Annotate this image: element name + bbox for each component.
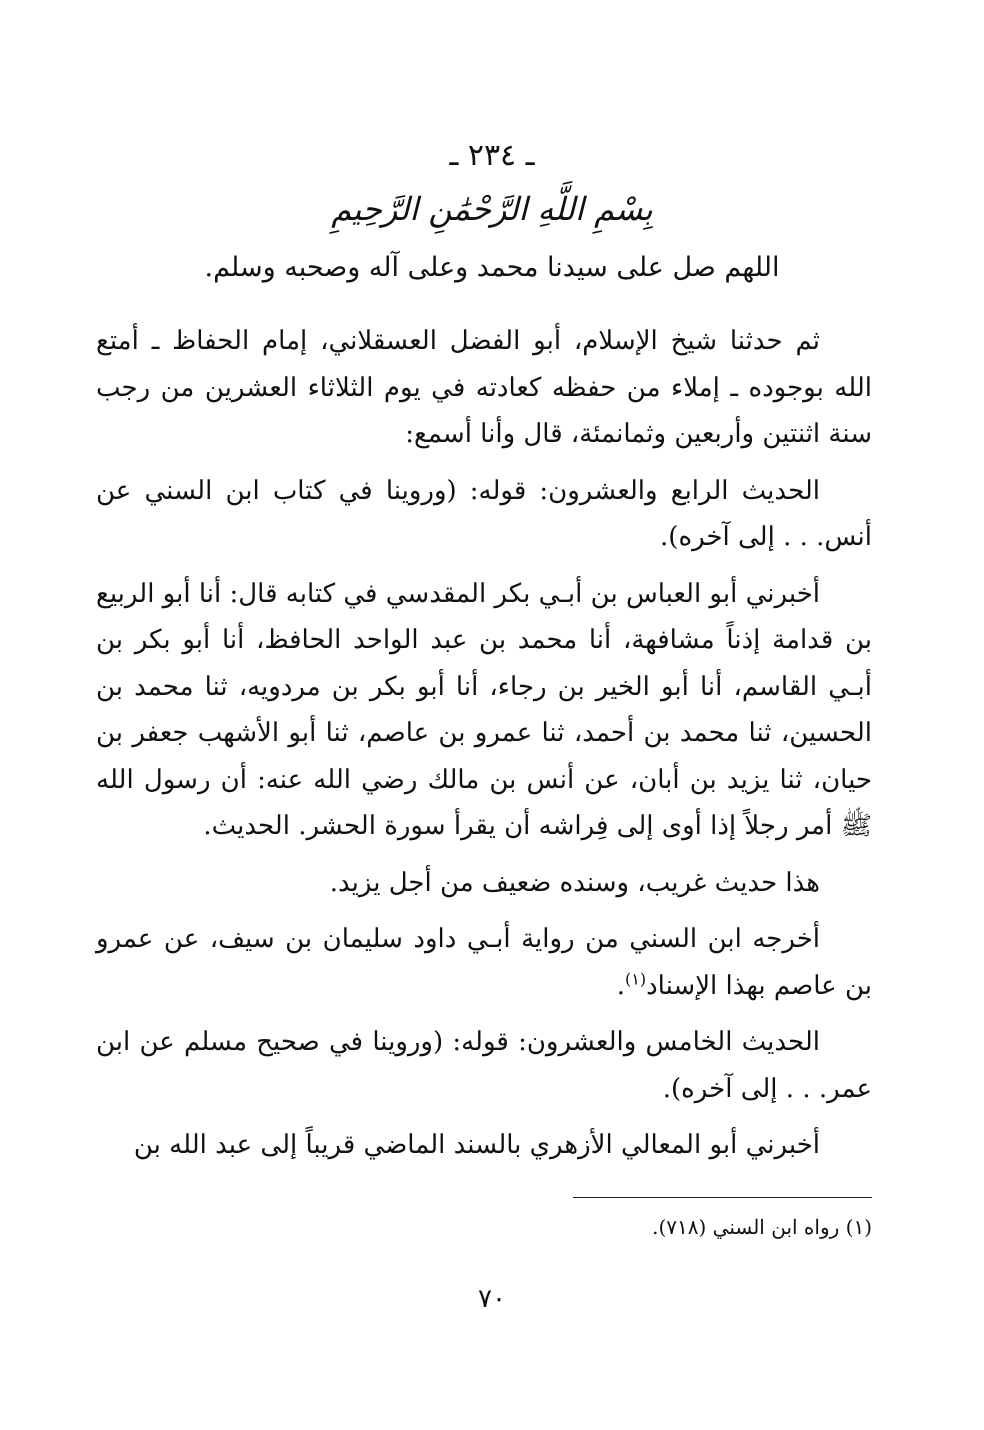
basmala: بِسْمِ اللَّهِ الرَّحْمَٰنِ الرَّحِيمِ bbox=[331, 190, 653, 228]
salawat-line: اللهم صل على سيدنا محمد وعلى آله وصحبه وسلم. bbox=[204, 252, 780, 283]
footnote: (١) رواه ابن السني (٧١٨). bbox=[652, 1215, 872, 1239]
paragraph-hadith-24-heading: الحديث الرابع والعشرون: قوله: (وروينا في كتاب ابن السني عن أنس. . . إلى آخره). bbox=[96, 475, 872, 552]
paragraph-hadith-24-isnad: أخبرني أبو العباس بن أبـي بكر المقدسي في كتابه قال: أنا أبو الربيع بن قدامة إذناً مشافهة، أنا محمد بن عبد الواحد الحافظ، أنا أبو بكر بن أبـي القاسم، أنا أبو الخير بن رجاء، أنا أبو بكر بن مردويه، ثنا محمد بن الحسين، ثنا محمد بن أحمد، ثنا عمرو بن عاصم، ثنا أبو الأشهب جعفر بن حيان، ثنا يزيد بن أبان، عن أنس بن مالك رضي الله عنه: أن رسول الله ﷺ أمر رجلاً إذا أوى إلى فِراشه أن يقرأ سورة الحشر. الحديث. bbox=[96, 578, 872, 841]
main-text bbox=[96, 318, 872, 1179]
footnote-divider bbox=[573, 1197, 872, 1198]
paragraph-takhrij bbox=[96, 916, 872, 1009]
page-number: ٧٠ bbox=[478, 1284, 506, 1314]
takhrij-suffix: . bbox=[616, 970, 625, 1001]
majlis-number: ـ ٢٣٤ ـ bbox=[449, 138, 535, 173]
takhrij-text: أخرجه ابن السني من رواية أبـي داود سليمان بن سيف، عن عمرو بن عاصم بهذا الإسناد bbox=[96, 924, 872, 1001]
paragraph-hadith-25-isnad: أخبرني أبو المعالي الأزهري بالسند الماضي قريباً إلى عبد الله بن bbox=[133, 1130, 820, 1160]
paragraph-grading: هذا حديث غريب، وسنده ضعيف من أجل يزيد. bbox=[329, 867, 820, 898]
paragraph-intro: ثم حدثنا شيخ الإسلام، أبو الفضل العسقلاني، إمام الحفاظ ـ أمتع الله بوجوده ـ إملاء من حفظه كعادته في يوم الثلاثاء العشرين من رجب سنة اثنتين وأربعين وثمانمئة، قال وأنا أسمع: bbox=[96, 326, 872, 449]
footnote-reference: (١) bbox=[624, 968, 647, 988]
paragraph-hadith-25-heading: الحديث الخامس والعشرون: قوله: (وروينا في صحيح مسلم عن ابن عمر. . . إلى آخره). bbox=[96, 1027, 872, 1104]
